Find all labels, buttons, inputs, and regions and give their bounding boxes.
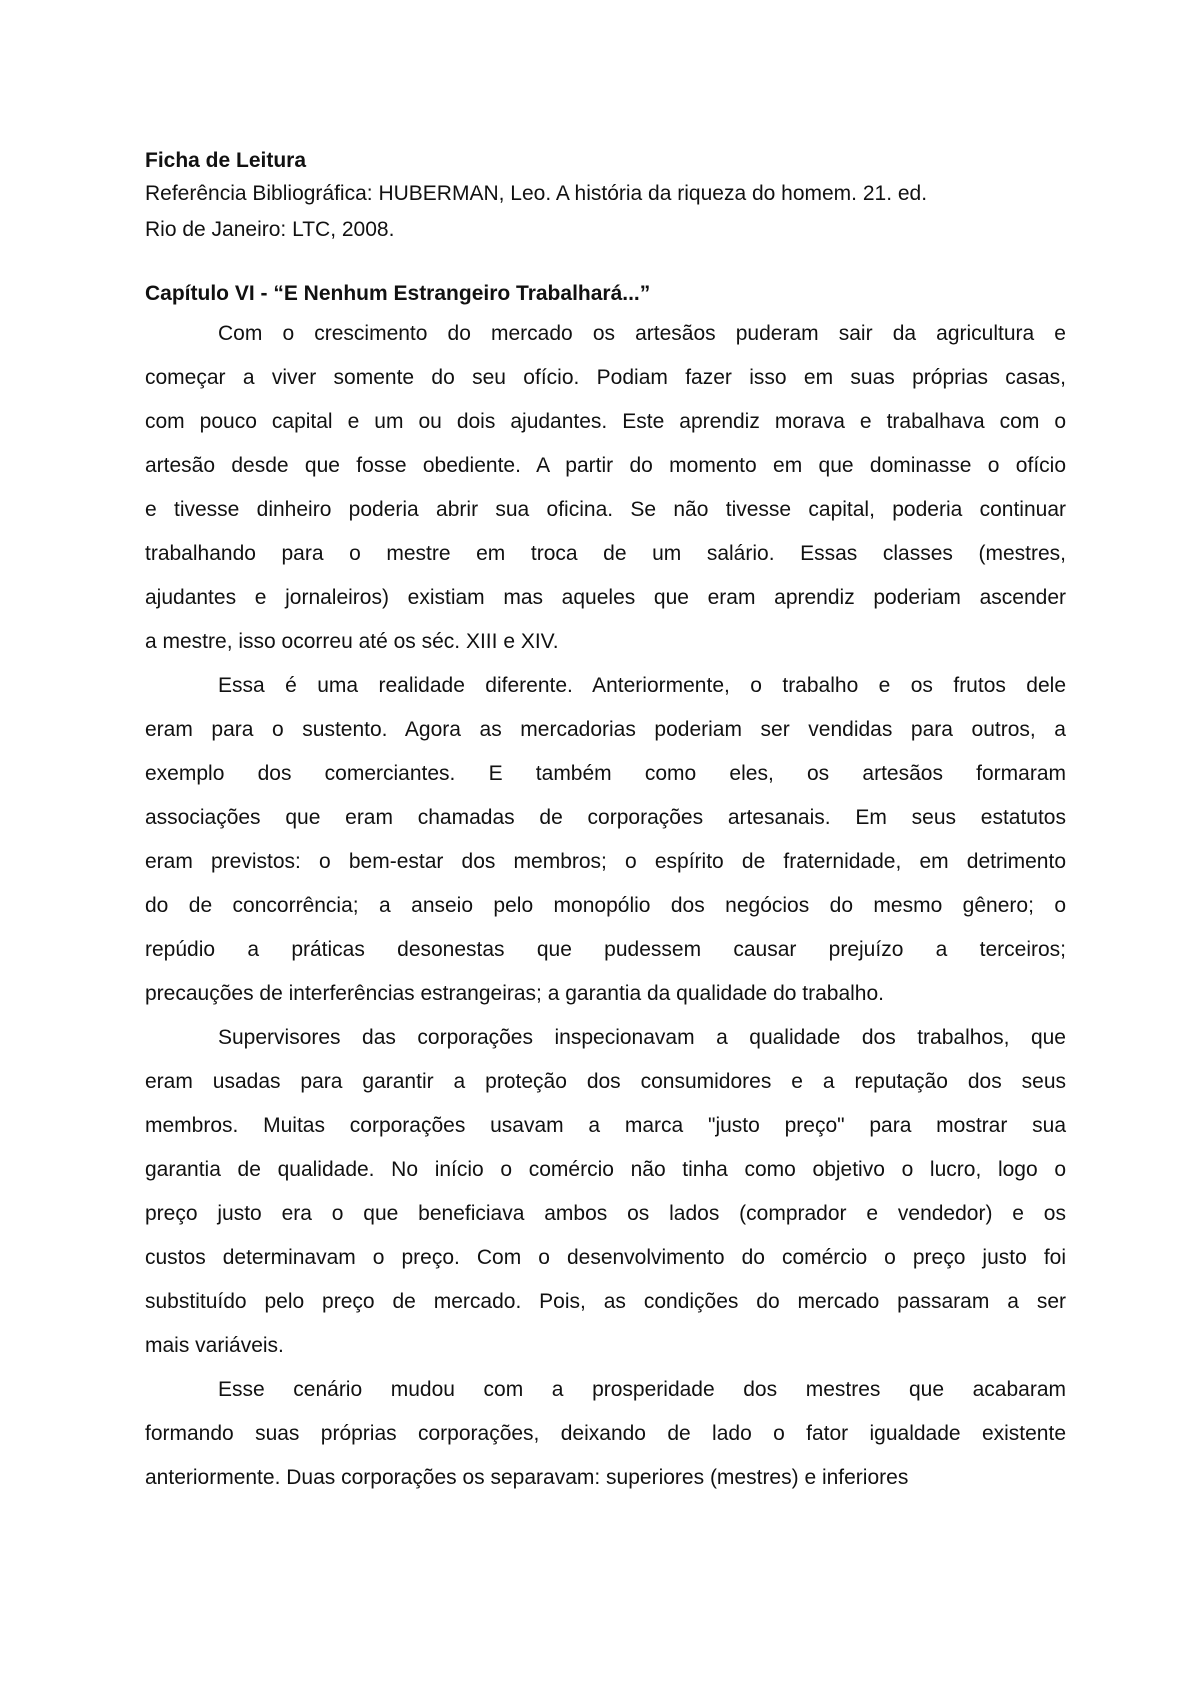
paragraph: [145, 1368, 1066, 1500]
paragraph: [145, 312, 1066, 664]
paragraph-line: e tivesse dinheiro poderia abrir sua oficina. Se não tivesse capital, poderia continuar: [145, 498, 1066, 521]
paragraph-line: anteriormente. Duas corporações os separavam: superiores (mestres) e inferiores: [145, 1466, 909, 1489]
paragraph-line: com pouco capital e um ou dois ajudantes. Este aprendiz morava e trabalhava com o: [145, 410, 1066, 433]
reference-line: Referência Bibliográfica: HUBERMAN, Leo. A história da riqueza do homem. 21. ed.: [145, 182, 928, 205]
paragraph: [145, 1016, 1066, 1368]
chapter-title: Capítulo VI - “E Nenhum Estrangeiro Trabalhará...”: [145, 282, 651, 305]
paragraph-line: começar a viver somente do seu ofício. Podiam fazer isso em suas próprias casas,: [145, 366, 1066, 389]
paragraph-line: Essa é uma realidade diferente. Anteriormente, o trabalho e os frutos dele: [218, 674, 1066, 697]
reference-line: Rio de Janeiro: LTC, 2008.: [145, 218, 395, 241]
paragraph-line: trabalhando para o mestre em troca de um salário. Essas classes (mestres,: [145, 542, 1066, 565]
paragraph-line: Esse cenário mudou com a prosperidade dos mestres que acabaram: [218, 1378, 1066, 1401]
bibliographic-reference: [145, 176, 1066, 248]
paragraph-line: precauções de interferências estrangeiras; a garantia da qualidade do trabalho.: [145, 982, 884, 1005]
paragraph-line: custos determinavam o preço. Com o desenvolvimento do comércio o preço justo foi: [145, 1246, 1066, 1269]
paragraph-line: substituído pelo preço de mercado. Pois, as condições do mercado passaram a ser: [145, 1290, 1066, 1313]
paragraph-line: ajudantes e jornaleiros) existiam mas aqueles que eram aprendiz poderiam ascender: [145, 586, 1066, 609]
paragraph-line: eram usadas para garantir a proteção dos consumidores e a reputação dos seus: [145, 1070, 1066, 1093]
document-content: [145, 146, 1066, 1500]
paragraph-line: do de concorrência; a anseio pelo monopólio dos negócios do mesmo gênero; o: [145, 894, 1066, 917]
paragraph-line: eram para o sustento. Agora as mercadorias poderiam ser vendidas para outros, a: [145, 718, 1066, 741]
paragraph-line: formando suas próprias corporações, deixando de lado o fator igualdade existente: [145, 1422, 1066, 1445]
paragraph-line: mais variáveis.: [145, 1334, 284, 1357]
paragraph-line: eram previstos: o bem-estar dos membros; o espírito de fraternidade, em detrimento: [145, 850, 1066, 873]
body-text: [145, 312, 1066, 1500]
paragraph-line: Supervisores das corporações inspecionavam a qualidade dos trabalhos, que: [218, 1026, 1066, 1049]
paragraph-line: a mestre, isso ocorreu até os séc. XIII e XIV.: [145, 630, 559, 653]
paragraph-line: artesão desde que fosse obediente. A partir do momento em que dominasse o ofício: [145, 454, 1066, 477]
paragraph-line: preço justo era o que beneficiava ambos os lados (comprador e vendedor) e os: [145, 1202, 1066, 1225]
paragraph-line: Com o crescimento do mercado os artesãos puderam sair da agricultura e: [218, 322, 1066, 345]
paragraph-line: garantia de qualidade. No início o comércio não tinha como objetivo o lucro, logo o: [145, 1158, 1066, 1181]
paragraph: [145, 664, 1066, 1016]
paragraph-line: repúdio a práticas desonestas que pudessem causar prejuízo a terceiros;: [145, 938, 1066, 961]
paragraph-line: membros. Muitas corporações usavam a marca "justo preço" para mostrar sua: [145, 1114, 1066, 1137]
document-title: Ficha de Leitura: [145, 149, 307, 172]
paragraph-line: exemplo dos comerciantes. E também como eles, os artesãos formaram: [145, 762, 1066, 785]
paragraph-line: associações que eram chamadas de corporações artesanais. Em seus estatutos: [145, 806, 1066, 829]
